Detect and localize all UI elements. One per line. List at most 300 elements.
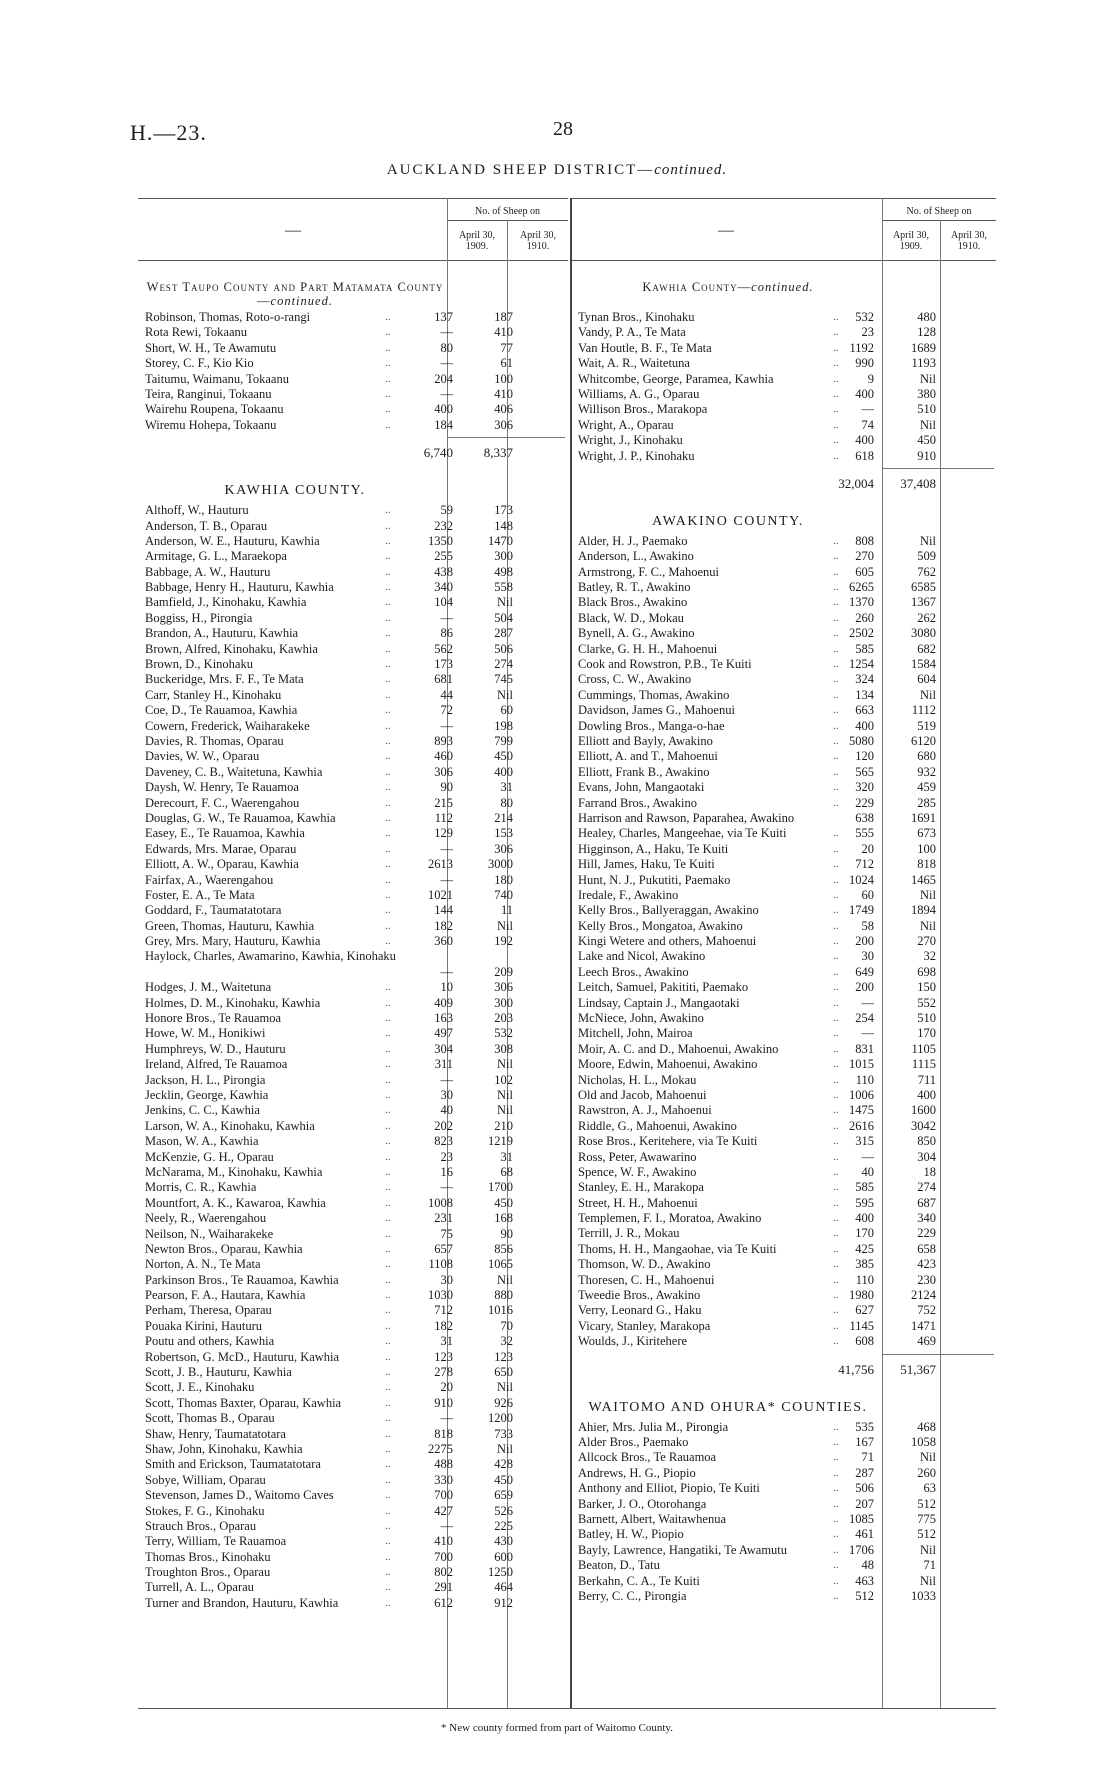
- sheep-count-1910: 3042: [911, 1118, 936, 1133]
- sheep-count-1910: 762: [917, 564, 936, 579]
- leader-dots: ..: [385, 781, 391, 794]
- owner-name: Babbage, Henry H., Hauturu, Kawhia: [145, 580, 334, 595]
- table-row: [145, 626, 565, 641]
- table-row: [578, 1026, 994, 1041]
- sheep-count-1910: 304: [917, 1149, 936, 1164]
- table-row: [145, 534, 565, 549]
- sheep-count-1910: 192: [494, 934, 513, 949]
- sheep-count-1909: 30: [440, 1272, 453, 1287]
- table-row: [578, 549, 994, 564]
- owner-name: Leitch, Samuel, Pakititi, Paemako: [578, 980, 749, 995]
- leader-dots: ..: [833, 796, 839, 809]
- sheep-count-1910: Nil: [920, 533, 936, 548]
- owner-name: Davies, R. Thomas, Oparau: [145, 733, 284, 748]
- section-heading: [578, 514, 878, 534]
- owner-name: Davies, W. W., Oparau: [145, 749, 260, 764]
- sheep-count-1909: 565: [855, 764, 874, 779]
- sheep-count-1909: —: [440, 386, 453, 401]
- leader-dots: ..: [385, 981, 391, 994]
- sheep-count-1909: 555: [855, 826, 874, 841]
- leader-dots: ..: [833, 627, 839, 640]
- sheep-count-1910: Nil: [497, 1087, 513, 1102]
- owner-name: Lake and Nicol, Awakino: [578, 949, 706, 964]
- sheep-count-1909: 260: [855, 610, 874, 625]
- leader-dots: ..: [385, 1289, 391, 1302]
- leader-dots: ..: [833, 1482, 839, 1495]
- right-subheader-rule: [882, 220, 996, 221]
- sheep-count-1910: 745: [494, 672, 513, 687]
- owner-name: Neely, R., Waerengahou: [145, 1211, 267, 1226]
- sheep-count-1909: 400: [855, 718, 874, 733]
- table-row: [578, 1180, 994, 1195]
- owner-name: Taitumu, Waimanu, Tokaanu: [145, 371, 289, 386]
- sheep-count-1909: 893: [434, 733, 453, 748]
- table-row: [145, 1165, 565, 1180]
- table-row: [578, 356, 994, 371]
- sheep-count-1910: 468: [917, 1419, 936, 1434]
- leader-dots: ..: [385, 311, 391, 323]
- leader-dots: ..: [385, 1012, 391, 1025]
- sheep-count-1909: 75: [440, 1226, 453, 1241]
- leader-dots: ..: [385, 1504, 391, 1517]
- document-reference: H.—23.: [130, 120, 207, 145]
- owner-name: Tweedie Bros., Awakino: [578, 1288, 701, 1303]
- total-1909: 32,004: [838, 475, 874, 491]
- sheep-count-1910: 498: [494, 564, 513, 579]
- sheep-count-1910: 306: [494, 980, 513, 995]
- owner-name: Vandy, P. A., Te Mata: [578, 325, 686, 340]
- table-row: [145, 1257, 565, 1272]
- sheep-count-1909: 144: [434, 903, 453, 918]
- table-row: [145, 642, 565, 657]
- leader-dots: ..: [833, 1165, 839, 1178]
- leader-dots: ..: [385, 1165, 391, 1178]
- sheep-count-1909: 2613: [428, 857, 453, 872]
- owner-name: Short, W. H., Te Awamutu: [145, 340, 277, 355]
- sheep-count-1909: 831: [855, 1041, 874, 1056]
- sheep-count-1909: 990: [855, 356, 874, 371]
- leader-dots: ..: [385, 704, 391, 717]
- leader-dots: ..: [385, 519, 391, 532]
- table-row: [578, 611, 994, 626]
- owner-name: Ireland, Alfred, Te Rauamoa: [145, 1057, 288, 1072]
- owner-name: Moir, A. C. and D., Mahoenui, Awakino: [578, 1041, 779, 1056]
- section-heading-text: Kawhia County—: [642, 280, 752, 294]
- sheep-count-1910: 262: [917, 610, 936, 625]
- leader-dots: ..: [385, 919, 391, 932]
- sheep-count-1910: 480: [917, 310, 936, 324]
- sheep-count-1909: 1024: [849, 872, 874, 887]
- owner-name: Boggiss, H., Pirongia: [145, 610, 253, 625]
- sheep-count-1909: 23: [440, 1149, 453, 1164]
- owner-name: Woulds, J., Kiritehere: [578, 1334, 688, 1349]
- right-table-header-rule: [572, 260, 996, 261]
- table-row: [578, 1057, 994, 1072]
- sheep-count-1910: 63: [923, 1481, 936, 1496]
- sheep-count-1910: 752: [917, 1303, 936, 1318]
- owner-name: Mitchell, John, Mairoa: [578, 1026, 693, 1041]
- sheep-count-1909: 425: [855, 1241, 874, 1256]
- sheep-count-1910: 400: [494, 764, 513, 779]
- owner-name: Coe, D., Te Rauamoa, Kawhia: [145, 703, 298, 718]
- table-row: [578, 372, 994, 387]
- table-row: [145, 565, 565, 580]
- owner-name: Scott, Thomas B., Oparau: [145, 1411, 275, 1426]
- sheep-count-1910: Nil: [497, 1057, 513, 1072]
- sheep-count-1909: —: [440, 1180, 453, 1195]
- sheep-count-1910: 552: [917, 995, 936, 1010]
- table-row: [145, 1580, 565, 1595]
- sheep-count-1909: 1980: [849, 1288, 874, 1303]
- owner-name: Davidson, James G., Mahoenui: [578, 703, 735, 718]
- leader-dots: ..: [385, 1150, 391, 1163]
- owner-name: Stokes, F. G., Kinohaku: [145, 1503, 265, 1518]
- leader-dots: ..: [385, 1396, 391, 1409]
- table-row: [578, 1574, 994, 1589]
- owner-name: Beaton, D., Tatu: [578, 1558, 660, 1573]
- owner-name: Black, W. D., Mokau: [578, 610, 684, 625]
- sheep-count-1909: 278: [434, 1365, 453, 1380]
- owner-name: Green, Thomas, Hauturu, Kawhia: [145, 918, 315, 933]
- sheep-count-1910: 799: [494, 733, 513, 748]
- sheep-count-1909: 23: [861, 325, 874, 340]
- table-row: [578, 1512, 994, 1527]
- table-row: [145, 749, 565, 764]
- leader-dots: ..: [385, 550, 391, 563]
- owner-name: Robertson, G. McD., Hauturu, Kawhia: [145, 1349, 340, 1364]
- right-header-col-b: April 30, 1910.: [950, 230, 988, 252]
- sheep-count-1909: 608: [855, 1334, 874, 1349]
- left-header-group: No. of Sheep on: [475, 206, 540, 217]
- table-row: [578, 857, 994, 872]
- table-bottom-rule: [138, 1708, 996, 1709]
- leader-dots: ..: [385, 904, 391, 917]
- table-row: [145, 1011, 565, 1026]
- table-row: [578, 402, 994, 417]
- owner-name: Brandon, A., Hauturu, Kawhia: [145, 626, 299, 641]
- owner-name: Kelly Bros., Ballyeraggan, Awakino: [578, 903, 759, 918]
- table-row: [145, 1534, 565, 1549]
- table-row: [578, 418, 994, 433]
- table-row: [145, 719, 565, 734]
- sheep-count-1910: 818: [917, 857, 936, 872]
- owner-name: Jackson, H. L., Pirongia: [145, 1072, 266, 1087]
- owner-name: Vicary, Stanley, Marakopa: [578, 1318, 711, 1333]
- sheep-count-1910: 270: [917, 934, 936, 949]
- sheep-count-1910: 1689: [911, 340, 936, 355]
- leader-dots: ..: [385, 372, 391, 385]
- leader-dots: ..: [833, 1497, 839, 1510]
- sheep-count-1910: 650: [494, 1365, 513, 1380]
- owner-name: Harrison and Rawson, Paparahea, Awakino: [578, 810, 795, 825]
- sheep-count-1909: 10: [440, 980, 453, 995]
- sheep-count-1910: 775: [917, 1511, 936, 1526]
- leader-dots: ..: [833, 1227, 839, 1240]
- sheep-count-1910: 509: [917, 549, 936, 564]
- owner-name: Terrill, J. R., Mokau: [578, 1226, 680, 1241]
- table-row: [578, 626, 994, 641]
- sheep-count-1910: 740: [494, 887, 513, 902]
- owner-name: Easey, E., Te Rauamoa, Kawhia: [145, 826, 305, 841]
- leader-dots: ..: [385, 750, 391, 763]
- section-heading-text: West Taupo County and Part Matamata County—: [146, 280, 444, 308]
- sheep-count-1909: 700: [434, 1549, 453, 1564]
- leader-dots: ..: [833, 1058, 839, 1071]
- sheep-count-1910: 287: [494, 626, 513, 641]
- owner-name: Wright, J. P., Kinohaku: [578, 448, 695, 463]
- sheep-count-1909: 595: [855, 1195, 874, 1210]
- owner-name: Verry, Leonard G., Haku: [578, 1303, 702, 1318]
- sheep-count-1910: Nil: [497, 1103, 513, 1118]
- leader-dots: ..: [385, 827, 391, 840]
- table-row: [578, 1103, 994, 1118]
- owner-name: Anthony and Elliot, Piopio, Te Kuiti: [578, 1481, 760, 1496]
- sheep-count-1909: 330: [434, 1472, 453, 1487]
- table-row: [145, 1488, 565, 1503]
- owner-name: Brown, Alfred, Kinohaku, Kawhia: [145, 641, 318, 656]
- owner-name: Stevenson, James D., Waitomo Caves: [145, 1488, 334, 1503]
- leader-dots: ..: [385, 1088, 391, 1101]
- leader-dots: ..: [385, 1258, 391, 1271]
- sheep-count-1910: 1193: [911, 356, 936, 371]
- table-row: [578, 1319, 994, 1334]
- table-row: [145, 1180, 565, 1195]
- table-row: [145, 595, 565, 610]
- sheep-count-1909: 110: [855, 1272, 874, 1287]
- table-row: [578, 595, 994, 610]
- owner-name: Smith and Erickson, Taumatatotara: [145, 1457, 321, 1472]
- sheep-count-1910: 406: [494, 402, 513, 417]
- sheep-count-1910: 912: [494, 1595, 513, 1610]
- owner-name: McKenzie, G. H., Oparau: [145, 1149, 274, 1164]
- owner-name: Bynell, A. G., Awakino: [578, 626, 695, 641]
- leader-dots: ..: [833, 935, 839, 948]
- sheep-count-1909: 90: [440, 780, 453, 795]
- owner-name: Elliott and Bayly, Awakino: [578, 733, 713, 748]
- table-row: [578, 919, 994, 934]
- sheep-count-1909: 818: [434, 1426, 453, 1441]
- leader-dots: ..: [385, 858, 391, 871]
- sheep-count-1910: 68: [500, 1164, 513, 1179]
- leader-dots: ..: [385, 1473, 391, 1486]
- sheep-count-1910: 306: [494, 841, 513, 856]
- sheep-count-1909: —: [440, 610, 453, 625]
- sheep-count-1909: —: [440, 964, 453, 979]
- leader-dots: ..: [833, 611, 839, 624]
- table-row: [145, 402, 565, 417]
- sheep-count-1909: 40: [861, 1164, 874, 1179]
- sheep-count-1909: 5080: [849, 733, 874, 748]
- sheep-count-1909: —: [440, 718, 453, 733]
- sheep-count-1909: 712: [434, 1303, 453, 1318]
- owner-name: Tynan Bros., Kinohaku: [578, 310, 695, 324]
- table-row: [578, 1558, 994, 1573]
- sheep-count-1910: 308: [494, 1041, 513, 1056]
- sheep-count-1909: 823: [434, 1134, 453, 1149]
- sheep-count-1909: 808: [855, 533, 874, 548]
- section-heading-continued: continued.: [270, 294, 333, 308]
- sheep-count-1910: 926: [494, 1395, 513, 1410]
- sheep-count-1909: 385: [855, 1257, 874, 1272]
- owner-name: Anderson, L., Awakino: [578, 549, 694, 564]
- owner-name: Scott, J. E., Kinohaku: [145, 1380, 255, 1395]
- owner-name: Farrand Bros., Awakino: [578, 795, 697, 810]
- owner-name: Turrell, A. L., Oparau: [145, 1580, 254, 1595]
- owner-name: Scott, J. B., Hauturu, Kawhia: [145, 1365, 292, 1380]
- sheep-count-1910: 659: [494, 1488, 513, 1503]
- table-row: [145, 1396, 565, 1411]
- table-row: [578, 1242, 994, 1257]
- sheep-count-1910: Nil: [920, 1450, 936, 1465]
- section-heading-continued: continued.: [751, 280, 814, 294]
- owner-name: Hunt, N. J., Pukutiti, Paemako: [578, 872, 731, 887]
- total-rule: [882, 1354, 994, 1355]
- leader-dots: ..: [385, 1535, 391, 1548]
- table-row: [578, 1088, 994, 1103]
- sheep-count-1909: 20: [861, 841, 874, 856]
- sheep-count-1910: 1033: [911, 1588, 936, 1603]
- sheep-count-1909: 320: [855, 780, 874, 795]
- leader-dots: ..: [385, 403, 391, 416]
- table-row: [578, 1527, 994, 1542]
- table-row: [145, 934, 565, 949]
- leader-dots: ..: [833, 734, 839, 747]
- sheep-count-1909: 311: [434, 1057, 453, 1072]
- sheep-count-1910: 70: [500, 1318, 513, 1333]
- table-row: [145, 672, 565, 687]
- leader-dots: ..: [385, 1058, 391, 1071]
- table-row: [145, 857, 565, 872]
- table-row: [578, 310, 994, 325]
- leader-dots: ..: [833, 1574, 839, 1587]
- table-row: [145, 1303, 565, 1318]
- sheep-count-1909: —: [440, 872, 453, 887]
- table-row: [145, 1288, 565, 1303]
- leader-dots: ..: [833, 596, 839, 609]
- table-row: [578, 949, 994, 964]
- right-header-dash: —: [718, 222, 734, 239]
- leader-dots: ..: [385, 1458, 391, 1471]
- leader-dots: ..: [833, 1436, 839, 1448]
- leader-dots: ..: [385, 996, 391, 1009]
- owner-name: Brown, D., Kinohaku: [145, 657, 253, 672]
- table-row: [145, 1427, 565, 1442]
- leader-dots: ..: [833, 311, 839, 323]
- sheep-count-1910: 306: [494, 417, 513, 432]
- sheep-count-1910: 71: [923, 1558, 936, 1573]
- owner-name: Kingi Wetere and others, Mahoenui: [578, 934, 757, 949]
- owner-name: McNarama, M., Kinohaku, Kawhia: [145, 1164, 323, 1179]
- sheep-count-1909: 910: [434, 1395, 453, 1410]
- left-table-top-rule: [138, 198, 568, 199]
- sheep-count-1910: Nil: [497, 687, 513, 702]
- sheep-count-1910: 1105: [911, 1041, 936, 1056]
- owner-name: Alder, H. J., Paemako: [578, 533, 688, 548]
- owner-name: Black Bros., Awakino: [578, 595, 688, 610]
- owner-name: Norton, A. N., Te Mata: [145, 1257, 261, 1272]
- sheep-count-1910: 32: [923, 949, 936, 964]
- column-total: [578, 1350, 994, 1390]
- sheep-count-1909: 488: [434, 1457, 453, 1472]
- sheep-count-1909: 287: [855, 1465, 874, 1480]
- sheep-count-1910: 148: [494, 518, 513, 533]
- owner-name: Sobye, William, Oparau: [145, 1472, 266, 1487]
- leader-dots: ..: [833, 1589, 839, 1602]
- sheep-count-1910: 687: [917, 1195, 936, 1210]
- sheep-count-1910: 880: [494, 1288, 513, 1303]
- sheep-count-1910: 410: [494, 325, 513, 340]
- sheep-count-1910: 340: [917, 1211, 936, 1226]
- sheep-count-1910: Nil: [920, 417, 936, 432]
- sheep-count-1910: 285: [917, 795, 936, 810]
- leader-dots: ..: [833, 1304, 839, 1317]
- leader-dots: ..: [833, 1512, 839, 1525]
- leader-dots: ..: [833, 418, 839, 431]
- table-row: [145, 688, 565, 703]
- sheep-count-1910: Nil: [920, 887, 936, 902]
- leader-dots: ..: [833, 1242, 839, 1255]
- table-row: [145, 1442, 565, 1457]
- table-row: [145, 873, 565, 888]
- leader-dots: ..: [833, 658, 839, 671]
- sheep-count-1909: 315: [855, 1134, 874, 1149]
- sheep-count-1910: 1470: [488, 533, 513, 548]
- sheep-count-1909: 1015: [849, 1057, 874, 1072]
- sheep-count-1910: 1691: [911, 810, 936, 825]
- sheep-count-1910: 1600: [911, 1103, 936, 1118]
- owner-name: Parkinson Bros., Te Rauamoa, Kawhia: [145, 1272, 339, 1287]
- table-row: [578, 1165, 994, 1180]
- table-row: [145, 341, 565, 356]
- section-heading-text: WAITOMO AND OHURA* COUNTIES.: [588, 1399, 868, 1415]
- leader-dots: ..: [833, 1466, 839, 1479]
- table-row: [145, 949, 565, 980]
- sheep-count-1910: 31: [500, 780, 513, 795]
- leader-dots: ..: [833, 1012, 839, 1025]
- table-row: [145, 996, 565, 1011]
- sheep-count-1910: 519: [917, 718, 936, 733]
- sheep-count-1909: 120: [855, 749, 874, 764]
- leader-dots: ..: [833, 1073, 839, 1086]
- table-row: [145, 1350, 565, 1365]
- table-row: [578, 1257, 994, 1272]
- leader-dots: ..: [385, 1550, 391, 1563]
- sheep-count-1909: 173: [434, 657, 453, 672]
- owner-name: Bamfield, J., Kinohaku, Kawhia: [145, 595, 307, 610]
- table-row: [145, 765, 565, 780]
- table-row: [578, 1211, 994, 1226]
- table-row: [578, 341, 994, 356]
- sheep-count-1909: 204: [434, 371, 453, 386]
- sheep-count-1909: 400: [855, 1211, 874, 1226]
- leader-dots: ..: [385, 627, 391, 640]
- table-row: [578, 325, 994, 340]
- sheep-count-1909: 461: [855, 1527, 874, 1542]
- sheep-count-1910: 3080: [911, 626, 936, 641]
- table-row: [578, 1481, 994, 1496]
- sheep-count-1909: 1254: [849, 657, 874, 672]
- sheep-count-1910: Nil: [920, 687, 936, 702]
- owner-name: Anderson, T. B., Oparau: [145, 518, 268, 533]
- sheep-count-1910: 1115: [911, 1057, 936, 1072]
- sheep-count-1909: 232: [434, 518, 453, 533]
- total-1909: 41,756: [838, 1361, 874, 1377]
- table-row: [145, 372, 565, 387]
- leader-dots: ..: [385, 1412, 391, 1425]
- owner-name: Turner and Brandon, Hauturu, Kawhia: [145, 1595, 339, 1610]
- left-header-dash: —: [285, 222, 301, 239]
- leader-dots: ..: [833, 873, 839, 886]
